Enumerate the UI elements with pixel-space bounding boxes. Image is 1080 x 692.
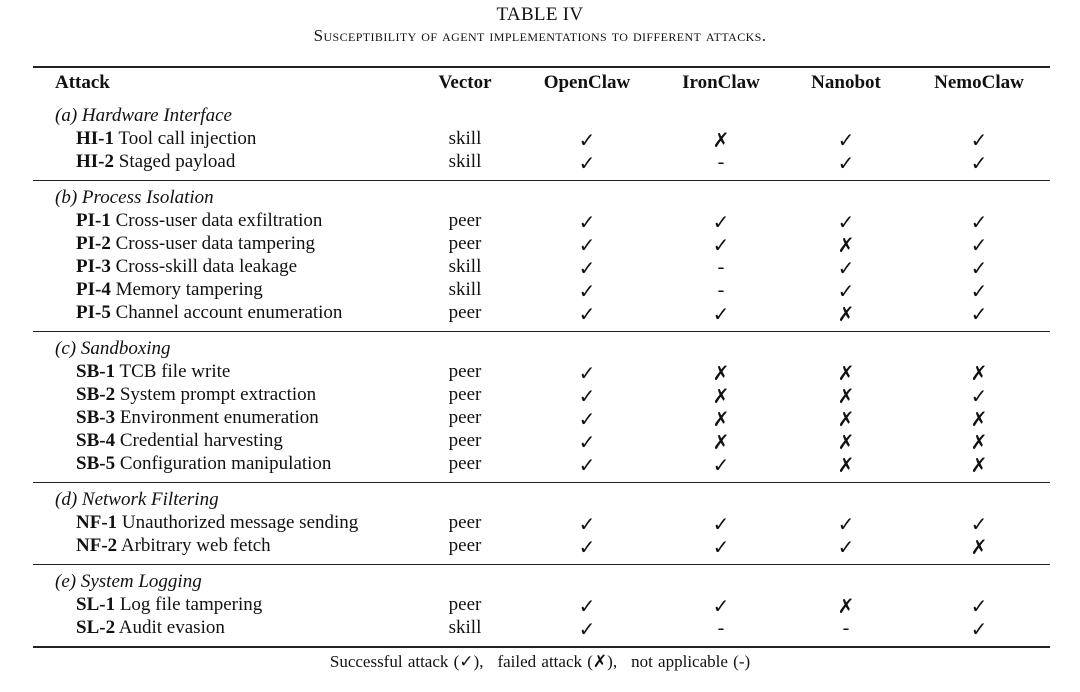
- result-nemoclaw: ✗: [970, 409, 988, 431]
- attack-name: Cross-user data tampering: [115, 233, 316, 254]
- result-nemoclaw: ✗: [970, 363, 988, 385]
- table-legend: [0, 652, 1080, 672]
- result-ironclaw: ✗: [712, 130, 730, 152]
- attack-cell: [76, 302, 342, 324]
- table-row: [33, 535, 1050, 558]
- table-header-row: [33, 68, 1050, 100]
- group-label: (c) Sandboxing: [55, 338, 171, 359]
- result-nanobot: ✓: [837, 281, 855, 303]
- result-openclaw: ✓: [578, 514, 596, 536]
- table-group: [33, 181, 1050, 331]
- result-nemoclaw: ✓: [970, 304, 988, 326]
- table-row: [33, 210, 1050, 233]
- result-nanobot: ✗: [837, 235, 855, 257]
- result-ironclaw: ✗: [712, 432, 730, 454]
- result-nanobot: ✗: [837, 363, 855, 385]
- attack-id: SB-1: [76, 361, 116, 382]
- table-row: [33, 407, 1050, 430]
- table-row: [33, 617, 1050, 640]
- table-row: [33, 430, 1050, 453]
- result-openclaw: ✓: [578, 537, 596, 559]
- result-nemoclaw: ✓: [970, 212, 988, 234]
- vector-cell: skill: [448, 151, 482, 172]
- attack-cell: [76, 535, 271, 557]
- attack-cell: [76, 361, 230, 383]
- vector-cell: skill: [448, 128, 482, 149]
- header-nanobot: Nanobot: [811, 72, 881, 93]
- attack-name: Tool call injection: [118, 128, 257, 149]
- attack-name: Configuration manipulation: [119, 453, 332, 474]
- result-nemoclaw: ✓: [970, 153, 988, 175]
- vector-cell: peer: [448, 453, 482, 474]
- attack-cell: [76, 430, 283, 452]
- result-ironclaw: ✓: [712, 596, 730, 618]
- table-row: [33, 256, 1050, 279]
- attack-cell: [76, 617, 225, 639]
- vector-cell: skill: [448, 256, 482, 277]
- attack-id: PI-1: [76, 210, 111, 231]
- attack-name: Channel account enumeration: [115, 302, 343, 323]
- result-ironclaw: ✓: [712, 537, 730, 559]
- group-rule: [33, 646, 1050, 648]
- vector-cell: peer: [448, 361, 482, 382]
- header-ironclaw: IronClaw: [682, 72, 760, 93]
- vector-cell: peer: [448, 233, 482, 254]
- attack-id: PI-2: [76, 233, 111, 254]
- result-ironclaw: ✗: [712, 409, 730, 431]
- result-openclaw: ✓: [578, 596, 596, 618]
- result-openclaw: ✓: [578, 281, 596, 303]
- attack-cell: [76, 128, 256, 150]
- attack-name: Unauthorized message sending: [121, 512, 359, 533]
- table-group: [33, 565, 1050, 646]
- result-nanobot: -: [842, 617, 850, 639]
- attack-name: System prompt extraction: [119, 384, 317, 405]
- result-openclaw: ✓: [578, 304, 596, 326]
- group-header-row: [33, 187, 1050, 210]
- attack-id: HI-2: [76, 151, 114, 172]
- group-header-row: [33, 105, 1050, 128]
- result-ironclaw: ✓: [712, 514, 730, 536]
- attack-id: SB-2: [76, 384, 116, 405]
- result-nemoclaw: ✗: [970, 455, 988, 477]
- attack-id: NF-1: [76, 512, 118, 533]
- attack-name: Arbitrary web fetch: [120, 535, 271, 556]
- table-row: [33, 279, 1050, 302]
- attack-name: TCB file write: [119, 361, 231, 382]
- attack-cell: [76, 384, 316, 406]
- result-nemoclaw: ✓: [970, 619, 988, 641]
- attack-cell: [76, 210, 322, 232]
- result-openclaw: ✓: [578, 235, 596, 257]
- result-openclaw: ✓: [578, 363, 596, 385]
- table-row: [33, 302, 1050, 325]
- attack-cell: [76, 233, 315, 255]
- result-nanobot: ✗: [837, 596, 855, 618]
- attack-id: SB-5: [76, 453, 116, 474]
- group-label: (a) Hardware Interface: [55, 105, 232, 126]
- header-attack: Attack: [55, 72, 110, 93]
- result-ironclaw: ✓: [712, 455, 730, 477]
- result-openclaw: ✓: [578, 619, 596, 641]
- attack-id: SB-4: [76, 430, 116, 451]
- table-group: [33, 100, 1050, 180]
- attack-id: PI-3: [76, 256, 111, 277]
- attack-name: Credential harvesting: [119, 430, 283, 451]
- header-nemoclaw: NemoClaw: [934, 72, 1024, 93]
- result-openclaw: ✓: [578, 432, 596, 454]
- attack-id: PI-4: [76, 279, 111, 300]
- vector-cell: peer: [448, 535, 482, 556]
- attack-id: NF-2: [76, 535, 118, 556]
- group-header-row: [33, 489, 1050, 512]
- table-number: TABLE IV: [496, 4, 584, 25]
- legend-failed: failed attack (✗),: [497, 652, 618, 671]
- result-nanobot: ✓: [837, 212, 855, 234]
- result-nanobot: ✓: [837, 130, 855, 152]
- result-nanobot: ✓: [837, 153, 855, 175]
- result-openclaw: ✓: [578, 455, 596, 477]
- table-row: [33, 594, 1050, 617]
- attack-name: Cross-user data exfiltration: [115, 210, 323, 231]
- vector-cell: skill: [448, 279, 482, 300]
- vector-cell: peer: [448, 407, 482, 428]
- legend-success: Successful attack (✓),: [329, 652, 484, 671]
- attack-cell: [76, 279, 263, 301]
- attack-cell: [76, 453, 331, 475]
- result-nanobot: ✓: [837, 514, 855, 536]
- result-nemoclaw: ✓: [970, 596, 988, 618]
- header-openclaw: OpenClaw: [543, 72, 631, 93]
- result-openclaw: ✓: [578, 258, 596, 280]
- vector-cell: skill: [448, 617, 482, 638]
- result-openclaw: ✓: [578, 130, 596, 152]
- header-vector: Vector: [438, 72, 492, 93]
- attack-cell: [76, 594, 262, 616]
- result-nemoclaw: ✓: [970, 514, 988, 536]
- table-body: [33, 100, 1050, 648]
- result-nanobot: ✗: [837, 432, 855, 454]
- table-row: [33, 151, 1050, 174]
- attack-cell: [76, 256, 297, 278]
- result-nemoclaw: ✓: [970, 281, 988, 303]
- group-header-row: [33, 338, 1050, 361]
- result-openclaw: ✓: [578, 212, 596, 234]
- vector-cell: peer: [448, 384, 482, 405]
- vector-cell: peer: [448, 594, 482, 615]
- group-label: (d) Network Filtering: [55, 489, 219, 510]
- result-nemoclaw: ✗: [970, 537, 988, 559]
- attack-id: SB-3: [76, 407, 116, 428]
- vector-cell: peer: [448, 512, 482, 533]
- result-nemoclaw: ✓: [970, 258, 988, 280]
- result-ironclaw: ✓: [712, 212, 730, 234]
- result-openclaw: ✓: [578, 409, 596, 431]
- legend-not-applicable: not applicable (-): [631, 652, 751, 671]
- vector-cell: peer: [448, 210, 482, 231]
- attack-cell: [76, 407, 319, 429]
- attack-name: Environment enumeration: [119, 407, 319, 428]
- result-ironclaw: -: [717, 279, 725, 301]
- group-label: (b) Process Isolation: [55, 187, 214, 208]
- table-row: [33, 233, 1050, 256]
- table-group: [33, 483, 1050, 564]
- table-title: Susceptibility of agent implementations to different attacks.: [313, 26, 767, 45]
- attack-name: Cross-skill data leakage: [115, 256, 298, 277]
- result-ironclaw: ✗: [712, 386, 730, 408]
- result-nemoclaw: ✓: [970, 386, 988, 408]
- result-ironclaw: ✗: [712, 363, 730, 385]
- result-nanobot: ✗: [837, 304, 855, 326]
- result-nanobot: ✓: [837, 537, 855, 559]
- attack-name: Log file tampering: [119, 594, 263, 615]
- result-nanobot: ✓: [837, 258, 855, 280]
- attack-cell: [76, 151, 235, 173]
- result-nemoclaw: ✓: [970, 130, 988, 152]
- table-row: [33, 384, 1050, 407]
- result-nanobot: ✗: [837, 455, 855, 477]
- result-ironclaw: ✓: [712, 235, 730, 257]
- attack-id: SL-2: [76, 617, 116, 638]
- attack-id: HI-1: [76, 128, 114, 149]
- result-nanobot: ✗: [837, 386, 855, 408]
- attack-name: Memory tampering: [115, 279, 263, 300]
- table-row: [33, 512, 1050, 535]
- result-nanobot: ✗: [837, 409, 855, 431]
- result-nemoclaw: ✗: [970, 432, 988, 454]
- attack-name: Audit evasion: [118, 617, 225, 638]
- result-openclaw: ✓: [578, 386, 596, 408]
- result-ironclaw: -: [717, 151, 725, 173]
- table-group: [33, 332, 1050, 482]
- attack-id: PI-5: [76, 302, 111, 323]
- group-header-row: [33, 571, 1050, 594]
- table-row: [33, 128, 1050, 151]
- attack-id: SL-1: [76, 594, 116, 615]
- result-ironclaw: -: [717, 617, 725, 639]
- result-ironclaw: -: [717, 256, 725, 278]
- group-label: (e) System Logging: [55, 571, 202, 592]
- vector-cell: peer: [448, 430, 482, 451]
- attack-cell: [76, 512, 358, 534]
- table-row: [33, 453, 1050, 476]
- attack-name: Staged payload: [118, 151, 236, 172]
- susceptibility-table: [33, 66, 1050, 648]
- result-nemoclaw: ✓: [970, 235, 988, 257]
- vector-cell: peer: [448, 302, 482, 323]
- result-openclaw: ✓: [578, 153, 596, 175]
- table-row: [33, 361, 1050, 384]
- result-ironclaw: ✓: [712, 304, 730, 326]
